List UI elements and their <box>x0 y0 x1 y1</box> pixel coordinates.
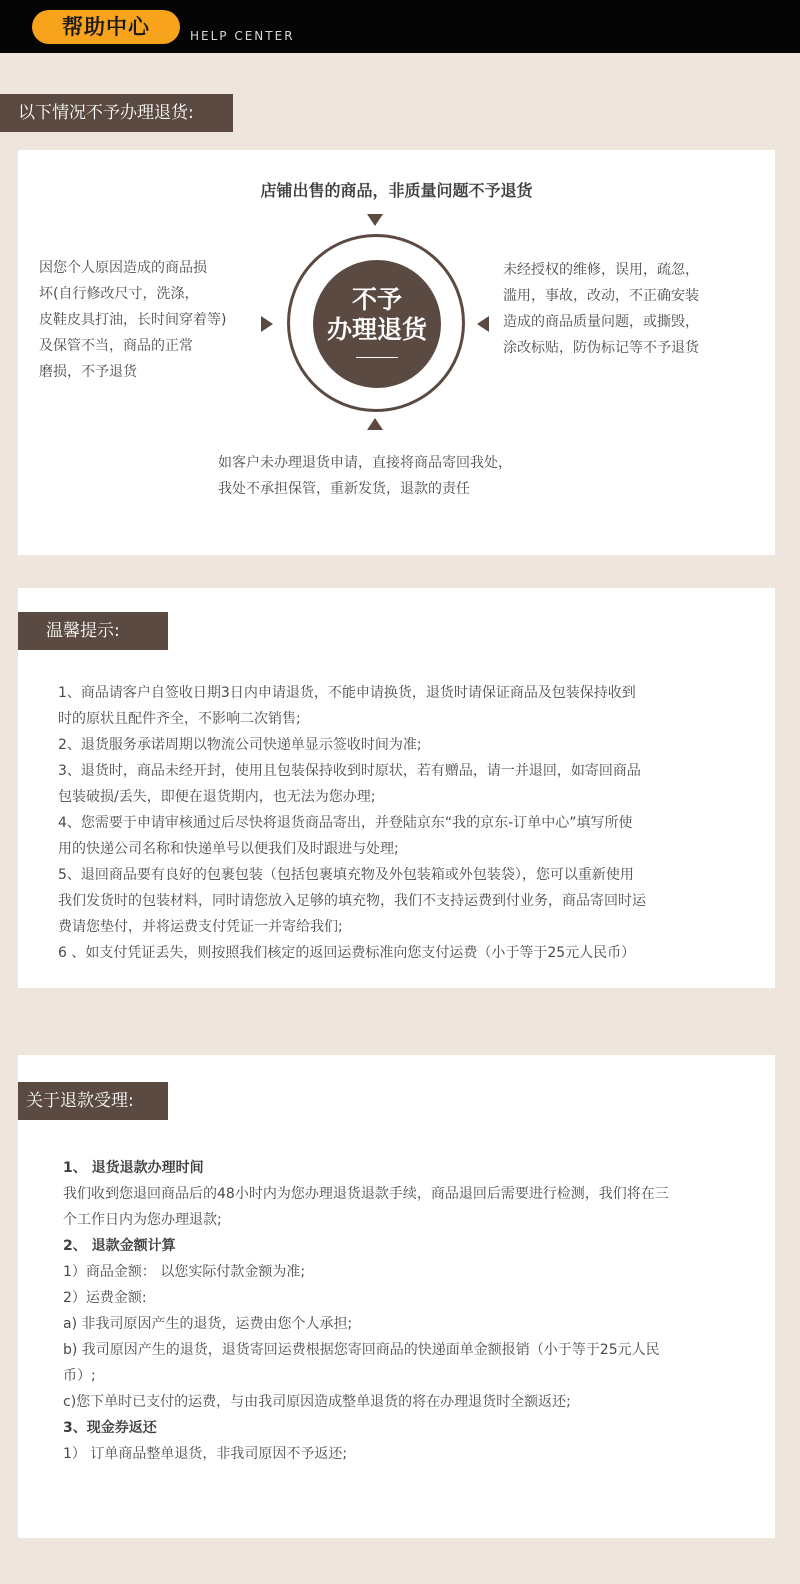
refund-line: 币）; <box>63 1368 96 1384</box>
refund-line: a) 非我司原因产生的退货，运费由您个人承担; <box>63 1316 353 1332</box>
center-badge-line2: 办理退货 <box>326 315 427 344</box>
no-return-top-text: 店铺出售的商品，非质量问题不予退货 <box>260 181 533 200</box>
bottom-note-line: 我处不承担保管，重新发货，退款的责任 <box>218 481 470 497</box>
tips-line: 1、商品请客户自签收日期3日内申请退货，不能申请换货，退货时请保证商品及包装保持收到 <box>58 685 636 701</box>
refund-line: 2）运费金额: <box>63 1290 147 1306</box>
left-reason-line: 因您个人原因造成的商品损 <box>39 260 207 276</box>
tips-line: 4、您需要于申请审核通过后尽快将退货商品寄出，并登陆京东“我的京东-订单中心”填写所使 <box>58 815 633 831</box>
left-reason-line: 坏(自行修改尺寸，洗涤， <box>39 286 199 302</box>
arrow-right-icon <box>261 316 273 332</box>
center-badge <box>313 260 441 388</box>
refund-line: 我们收到您退回商品后的48小时内为您办理退货退款手续，商品退回后需要进行检测，我们将在三 <box>63 1186 669 1202</box>
right-reason-line: 涂改标贴，防伪标记等不予退货 <box>503 340 699 356</box>
tips-line: 用的快递公司名称和快递单号以便我们及时跟进与处理; <box>58 841 399 857</box>
refund-line: 个工作日内为您办理退款; <box>63 1212 222 1228</box>
tips-line: 5、退回商品要有良好的包裹包装（包括包裹填充物及外包装箱或外包装袋），您可以重新使用 <box>58 867 634 883</box>
left-reason-line: 磨损，不予退货 <box>39 364 137 380</box>
arrow-down-icon <box>367 214 383 226</box>
arrow-up-icon <box>367 418 383 430</box>
bottom-note <box>218 450 512 502</box>
bottom-note-line: 如客户未办理退货申请，直接将商品寄回我处， <box>218 455 512 471</box>
right-reason-line: 滥用，事故，改动，不正确安装 <box>503 288 699 304</box>
right-reasons <box>503 257 699 361</box>
left-reason-line: 皮鞋皮具打油，长时间穿着等) <box>39 312 227 328</box>
refund-heading: 关于退款受理: <box>18 1082 168 1120</box>
tips-line: 费请您垫付，并将运费支付凭证一并寄给我们; <box>58 919 343 935</box>
left-reason-line: 及保管不当，商品的正常 <box>39 338 193 354</box>
refund-section-title: 1、 退货退款办理时间 <box>63 1160 204 1176</box>
left-reasons <box>39 255 226 385</box>
refund-section-title: 2、 退款金额计算 <box>63 1238 176 1254</box>
tips-line: 2、退货服务承诺周期以物流公司快递单显示签收时间为准; <box>58 737 422 753</box>
tips-line: 6 、如支付凭证丢失，则按照我们核定的返回运费标准向您支付运费（小于等于25元人民币） <box>58 945 636 961</box>
center-badge-line1: 不予 <box>351 285 402 314</box>
tips-line: 3、退货时，商品未经开封，使用且包装保持收到时原状，若有赠品，请一并退回，如寄回商品 <box>58 763 641 779</box>
refund-section-title: 3、现金券返还 <box>63 1420 157 1436</box>
tips-line: 我们发货时的包装材料，同时请您放入足够的填充物，我们不支持运费到付业务，商品寄回时运 <box>58 893 646 909</box>
right-reason-line: 未经授权的维修，误用，疏忽， <box>503 262 699 278</box>
tips-line: 时的原状且配件齐全，不影响二次销售; <box>58 711 301 727</box>
no-return-panel <box>18 150 775 555</box>
right-reason-line: 造成的商品质量问题，或撕毁， <box>503 314 699 330</box>
center-badge-divider <box>356 357 398 358</box>
no-return-heading: 以下情况不予办理退货: <box>0 94 233 132</box>
refund-line: 1） 订单商品整单退货，非我司原因不予返还; <box>63 1446 348 1462</box>
header-bar <box>0 0 800 53</box>
tips-heading: 温馨提示: <box>18 612 168 650</box>
tips-line: 包装破损/丢失，即便在退货期内，也无法为您办理; <box>58 789 376 805</box>
arrow-left-icon <box>477 316 489 332</box>
help-center-subtitle: HELP CENTER <box>190 29 295 43</box>
refund-line: 1）商品金额： 以您实际付款金额为准; <box>63 1264 306 1280</box>
refund-line: b) 我司原因产生的退货，退货寄回运费根据您寄回商品的快递面单金额报销（小于等于25元人民 <box>63 1342 660 1358</box>
refund-line: c)您下单时已支付的运费，与由我司原因造成整单退货的将在办理退货时全额返还; <box>63 1394 571 1410</box>
help-center-title: 帮助中心 <box>32 10 180 44</box>
